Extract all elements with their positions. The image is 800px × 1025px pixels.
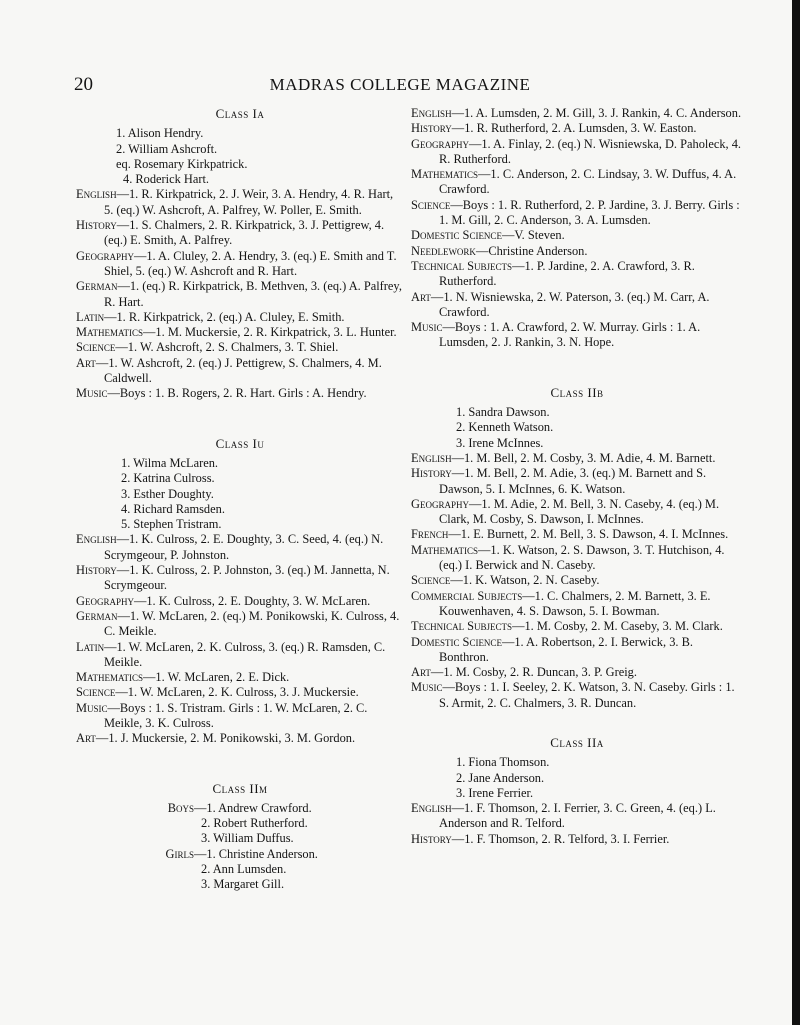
subject-results: —1. F. Thomson, 2. R. Telford, 3. I. Ferrier. [451,831,670,846]
subject-entry [76,563,404,594]
subject-name: Music [76,386,108,401]
subject-results: —1. W. McLaren, 2. E. Dick. [143,670,290,685]
rank-item: 2. Robert Rutherford. [201,816,308,831]
subject-name: Science [411,573,451,588]
subject-results: —1. W. Ashcroft, 2. S. Chalmers, 3. T. Shiel. [115,340,339,355]
rank-item: 3. Irene Ferrier. [456,785,534,800]
subject-results: —1. R. Rutherford, 2. A. Lumsden, 3. W. Easton. [451,121,697,136]
subject-entry [76,218,404,249]
subject-name: Art [411,289,431,304]
subject-entry [76,386,404,401]
subject-name: Music [411,320,443,335]
subject-name: Mathematics [411,542,479,557]
subject-name: Music [411,680,443,695]
rank-item: 1. Fiona Thomson. [456,755,550,770]
subject-results: —1. W. Ashcroft, 2. (eq.) J. Pettigrew, S. Chalmers, 4. M. Caldwell. [95,355,382,386]
class-2m-subjects [411,106,743,351]
class-1u-ranks [76,456,404,532]
rank-item: 4. Richard Ramsden. [121,501,225,516]
subject-results: —1. K. Culross, 2. P. Johnston, 3. (eq.) M. Jannetta, N. Scrymgeour. [104,563,390,593]
subject-entry [411,106,743,121]
subject-entry [411,198,743,229]
rank-item: 3. Esther Doughty. [121,486,214,501]
subject-results: —1. K. Watson, 2. S. Dawson, 3. T. Hutchison, 4. (eq.) I. Berwick and N. Caseby. [439,542,725,573]
subject-entry [411,589,743,620]
subject-entry [411,635,743,666]
subject-entry [411,320,743,351]
subject-results: —Boys : 1. I. Seeley, 2. K. Watson, 3. N. Caseby. Girls : 1. S. Armit, 2. C. Chalmers, 3. R. Duncan. [439,680,735,710]
subject-entry [411,619,743,634]
subject-entry [76,670,404,685]
subject-results: —1. P. Jardine, 2. A. Crawford, 3. R. Rutherford. [439,258,695,289]
subject-results: —1. M. Bell, 2. M. Cosby, 3. M. Adie, 4. M. Barnett. [451,450,716,465]
rank-item: 2. Katrina Culross. [121,471,215,486]
class-1a-ranks [76,126,404,187]
rank-item: 2. William Ashcroft. [116,141,218,156]
subject-name: History [411,831,452,846]
girls-row [76,862,404,877]
subject-results: —1. M. Adie, 2. M. Bell, 3. N. Caseby, 4. (eq.) M. Clark, M. Cosby, S. Dawson, I. McInnes. [439,496,720,527]
class-2m-boys [76,801,404,847]
subject-entry [411,665,743,680]
subject-entry [76,356,404,387]
subject-name: Commercial Subjects [411,588,523,603]
class-2a-title: Class IIa [550,734,604,750]
subject-name: Mathematics [411,167,479,182]
subject-name: Latin [76,309,105,324]
subject-entry [76,609,404,640]
subject-results: —1. N. Wisniewska, 2. W. Paterson, 3. (eq.) M. Carr, A. Crawford. [430,289,710,319]
subject-results: —1. A. Cluley, 2. A. Hendry, 3. (eq.) E. Smith and T. Shiel, 5. (eq.) W. Ashcroft and R. Hart. [104,248,397,278]
subject-results: —1. M. Cosby, 2. M. Caseby, 3. M. Clark. [512,619,723,634]
class-2a-subjects [411,801,743,847]
rank-item: —1. Christine Anderson. [194,846,318,861]
subject-name: Technical Subjects [411,619,513,634]
rank-item: 3. William Duffus. [201,831,294,846]
subject-name: Geography [76,248,134,263]
subject-entry [411,167,743,198]
subject-entry [411,466,743,497]
subject-results: —1. S. Chalmers, 2. R. Kirkpatrick, 3. J. Pettigrew, 4. (eq.) E. Smith, A. Palfrey. [104,218,385,248]
rank-item: 2. Ann Lumsden. [201,862,287,877]
subject-entry [411,137,743,168]
girls-row [76,847,404,862]
subject-name: English [411,106,452,120]
subject-name: Art [76,731,96,746]
left-column [76,106,404,893]
subject-results: —1. A. Robertson, 2. I. Berwick, 3. B. Bonthron. [439,634,693,664]
rank-item: 2. Jane Anderson. [456,770,545,785]
rank-item: 4. Roderick Hart. [123,172,210,187]
subject-results: —Boys : 1. A. Crawford, 2. W. Murray. Girls : 1. A. Lumsden, 2. J. Rankin, 3. N. Hope. [439,320,701,350]
subject-entry [411,573,743,588]
subject-results: —1. F. Thomson, 2. I. Ferrier, 3. C. Green, 4. (eq.) L. Anderson and R. Telford. [439,801,716,831]
scan-edge-shadow [792,0,800,1025]
subject-name: Geography [411,496,469,511]
subject-entry [411,121,743,136]
subject-entry [411,451,743,466]
subject-entry [411,244,743,259]
class-2b-ranks [411,405,743,451]
subject-entry [411,228,743,243]
subject-name: History [76,218,117,233]
subject-results: —1. M. Muckersie, 2. R. Kirkpatrick, 3. L. Hunter. [143,325,397,340]
subject-entry [411,680,743,711]
boys-row [76,831,404,846]
subject-name: Domestic Science [411,228,502,243]
subject-name: Geography [76,593,134,608]
rank-item: —1. Andrew Crawford. [194,800,312,815]
subject-entry [411,543,743,574]
subject-name: Art [411,665,431,680]
subject-entry [411,259,743,290]
class-2b-title: Class IIb [550,384,604,400]
class-2b-subjects [411,451,743,711]
subject-results: —V. Steven. [501,228,565,243]
subject-name: Mathematics [76,670,144,685]
subject-name: Domestic Science [411,634,502,649]
rank-item: eq. Rosemary Kirkpatrick. [116,156,248,171]
subject-entry [411,290,743,321]
subject-name: German [76,279,118,294]
subject-entry [76,279,404,310]
boys-row [76,801,404,816]
subject-results: —1. C. Chalmers, 2. M. Barnett, 3. E. Kouwenhaven, 4. S. Dawson, 5. I. Bowman. [439,588,711,618]
subject-name: French [411,527,449,542]
subject-entry [76,701,404,732]
subject-name: History [411,121,452,136]
class-2m-girls [76,847,404,893]
subject-entry [76,187,404,218]
rank-item: 1. Wilma McLaren. [121,455,218,470]
subject-results: —1. A. Lumsden, 2. M. Gill, 3. J. Rankin, 4. C. Anderson. [451,106,742,120]
boys-row [76,816,404,831]
subject-name: English [76,187,117,202]
subject-results: —1. M. Cosby, 2. R. Duncan, 3. P. Greig. [430,665,637,680]
subject-entry [76,340,404,355]
subject-results: —1. (eq.) R. Kirkpatrick, B. Methven, 3. (eq.) A. Palfrey, R. Hart. [104,279,402,309]
subject-name: Mathematics [76,325,144,340]
subject-name: Music [76,700,108,715]
girls-row [76,877,404,892]
subject-results: —1. M. Bell, 2. M. Adie, 3. (eq.) M. Barnett and S. Dawson, 5. I. McInnes, 6. K. Watson. [439,466,707,496]
subject-results: —Boys : 1. R. Rutherford, 2. P. Jardine, 3. J. Berry. Girls : 1. M. Gill, 2. C. Anderson, 3. A. Lumsden. [439,197,740,228]
subject-name: English [76,532,117,547]
subject-name: English [411,450,452,465]
rank-item: 1. Alison Hendry. [116,126,204,141]
page-number: 20 [74,74,93,95]
subject-entry [76,249,404,280]
subject-entry [411,832,743,847]
subject-name: Latin [76,639,105,654]
class-1u-subjects [76,532,404,746]
class-1u-title: Class Iu [215,435,265,451]
subject-results: —1. J. Muckersie, 2. M. Ponikowski, 3. M. Gordon. [95,731,356,746]
class-1a-title: Class Ia [215,106,265,121]
subject-name: Needlework [411,243,476,258]
subject-results: —1. R. Kirkpatrick, 2. (eq.) A. Cluley, E. Smith. [104,309,345,324]
subject-results: —Boys : 1. B. Rogers, 2. R. Hart. Girls : A. Hendry. [107,386,367,401]
subject-results: —1. R. Kirkpatrick, 2. J. Weir, 3. A. Hendry, 4. R. Hart, 5. (eq.) W. Ashcroft, A. Palfrey, W. Poller, E. Smith. [104,187,394,217]
magazine-title: MADRAS COLLEGE MAGAZINE [269,75,531,94]
subject-name: German [76,608,118,623]
subject-entry [411,497,743,528]
subject-results: —Christine Anderson. [475,243,588,258]
subject-name: English [411,801,452,816]
rank-item: 5. Stephen Tristram. [121,517,222,532]
subject-name: Science [76,340,116,355]
subject-entry [76,310,404,325]
subject-name: Geography [411,136,469,151]
girls-label: Girls [165,846,194,861]
subject-results: —1. K. Culross, 2. E. Doughty, 3. C. Seed, 4. (eq.) N. Scrymgeour, P. Johnston. [104,532,384,562]
right-column [411,106,743,847]
subject-name: History [411,466,452,481]
subject-name: History [76,563,117,578]
class-1a-subjects [76,187,404,401]
class-2m-title: Class IIm [212,780,268,796]
subject-entry [76,731,404,746]
subject-results: —1. C. Anderson, 2. C. Lindsay, 3. W. Duffus, 4. A. Crawford. [439,167,737,197]
subject-entry [411,801,743,832]
subject-name: Science [76,685,116,700]
subject-entry [76,640,404,671]
subject-results: —1. A. Finlay, 2. (eq.) N. Wisniewska, D. Paholeck, 4. R. Rutherford. [439,136,742,166]
subject-name: Art [76,355,96,370]
subject-name: Technical Subjects [411,258,513,273]
subject-results: —Boys : 1. S. Tristram. Girls : 1. W. McLaren, 2. C. Meikle, 3. K. Culross. [104,700,368,730]
rank-item: 1. Sandra Dawson. [456,405,550,420]
subject-name: Science [411,197,451,212]
subject-results: —1. W. McLaren, 2. K. Culross, 3. (eq.) R. Ramsden, C. Meikle. [104,639,386,669]
class-2a-ranks [411,755,743,801]
subject-entry [76,325,404,340]
subject-results: —1. E. Burnett, 2. M. Bell, 3. S. Dawson, 4. I. McInnes. [448,527,729,542]
subject-entry [411,527,743,542]
subject-results: —1. K. Watson, 2. N. Caseby. [450,573,600,588]
rank-item: 2. Kenneth Watson. [456,420,554,435]
subject-entry [76,532,404,563]
rank-item: 3. Margaret Gill. [201,877,285,892]
page-header [0,74,800,98]
subject-results: —1. W. McLaren, 2. (eq.) M. Ponikowski, K. Culross, 4. C. Meikle. [104,608,400,639]
subject-results: —1. K. Culross, 2. E. Doughty, 3. W. McLaren. [133,593,371,608]
subject-results: —1. W. McLaren, 2. K. Culross, 3. J. Muckersie. [115,685,359,700]
rank-item: 3. Irene McInnes. [456,435,544,450]
subject-entry [76,685,404,700]
boys-label: Boys [167,800,194,815]
subject-entry [76,594,404,609]
